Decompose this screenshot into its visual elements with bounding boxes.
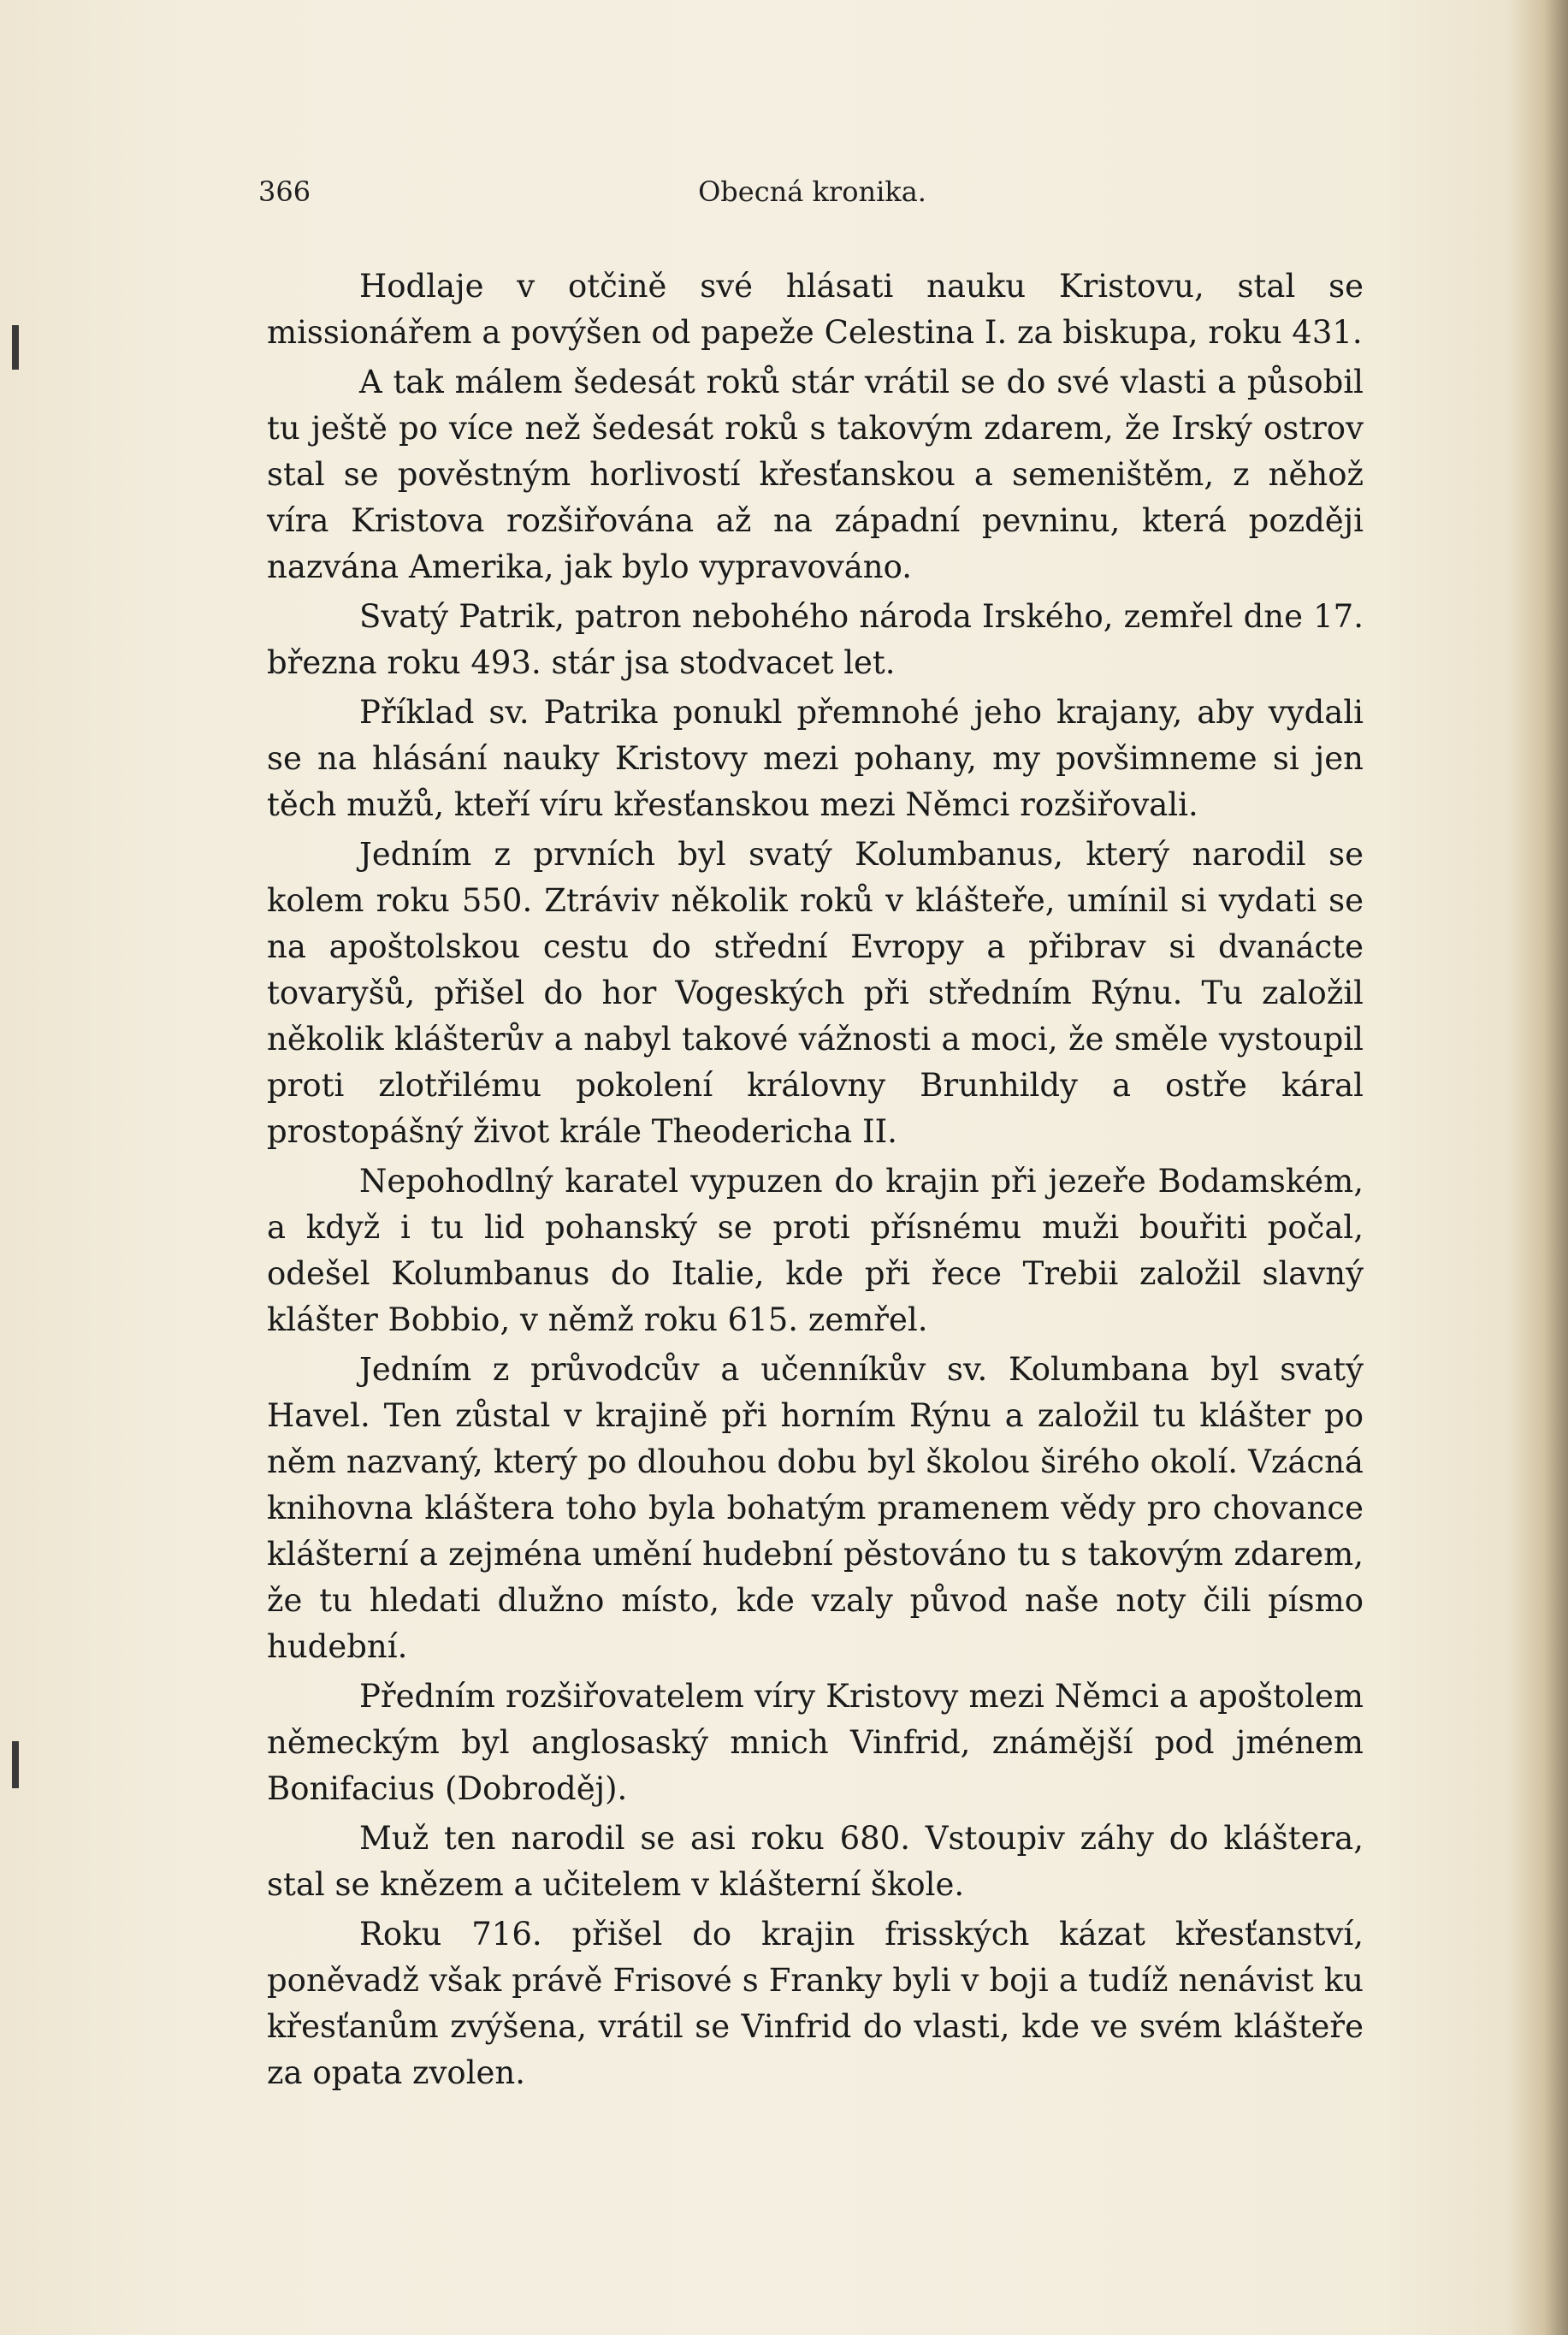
paragraph: Nepohodlný karatel vypuzen do krajin při jezeře Bodamském, a když i tu lid pohanský se proti přísnému muži bouřiti počal, odešel Kolumbanus do Italie, kde při řece Trebii založil slavný klášter Bobbio, v němž roku 615. zemřel. bbox=[267, 1163, 1364, 1338]
paragraph: Příklad sv. Patrika ponukl přemnohé jeho krajany, aby vydali se na hlásání nauky Kristovy mezi pohany, my povšimneme si jen těch mužů, kteří víru křesťanskou mezi Němci rozšiřovali. bbox=[267, 694, 1364, 823]
paragraph: Předním rozšiřovatelem víry Kristovy mezi Němci a apoštolem německým byl anglosaský mnich Vinfrid, známější pod jménem Bonifacius (Dobroděj). bbox=[267, 1678, 1364, 1807]
paragraph: Hodlaje v otčině své hlásati nauku Kristovu, stal se missionářem a povýšen od papeže Celestina I. za biskupa, roku 431. bbox=[267, 268, 1364, 351]
margin-mark bbox=[12, 325, 19, 370]
page-number: 366 bbox=[258, 175, 311, 208]
paragraph: Jedním z průvodcův a učenníkův sv. Kolumbana byl svatý Havel. Ten zůstal v krajině při horním Rýnu a založil tu klášter po něm nazvaný, který po dlouhou dobu byl školou širého okolí. Vzácná knihovna kláštera toho byla bohatým pramenem vědy pro chovance klášterní a zejména umění hudební pěstováno tu s takovým zdarem, že tu hledati dlužno místo, kde vzaly původ naše noty čili písmo hudební. bbox=[267, 1351, 1364, 1665]
page-header bbox=[258, 175, 1366, 218]
paragraph: A tak málem šedesát roků stár vrátil se do své vlasti a působil tu ještě po více než šedesát roků s takovým zdarem, že Irský ostrov stal se pověstným horlivostí křesťanskou a semeništěm, z něhož víra Kristova rozšiřována až na západní pevninu, která později nazvána Amerika, jak bylo vypravováno. bbox=[267, 364, 1364, 585]
paragraph: Svatý Patrik, patron nebohého národa Irského, zemřel dne 17. března roku 493. stár jsa stodvacet let. bbox=[267, 598, 1364, 681]
paragraph: Roku 716. přišel do krajin frisských kázat křesťanství, poněvadž však právě Frisové s Franky byli v boji a tudíž nenávist ku křesťanům zvýšena, vrátil se Vinfrid do vlasti, kde ve svém klášteře za opata zvolen. bbox=[267, 1916, 1364, 2091]
paragraph: Jedním z prvních byl svatý Kolumbanus, který narodil se kolem roku 550. Ztráviv několik roků v klášteře, umínil si vydati se na apoštolskou cestu do střední Evropy a přibrav si dvanácte tovaryšů, přišel do hor Vogeských při středním Rýnu. Tu založil několik klášterův a nabyl takové vážnosti a moci, že směle vystoupil proti zlotřilému pokolení královny Brunhildy a ostře káral prostopášný život krále Theodericha II. bbox=[267, 836, 1364, 1150]
paragraph: Muž ten narodil se asi roku 680. Vstoupiv záhy do kláštera, stal se knězem a učitelem v klášterní škole. bbox=[267, 1820, 1364, 1903]
text-body bbox=[267, 264, 1364, 2100]
running-title: Obecná kronika. bbox=[698, 175, 926, 208]
margin-mark bbox=[12, 1741, 19, 1788]
spine-shadow bbox=[1508, 0, 1568, 2335]
